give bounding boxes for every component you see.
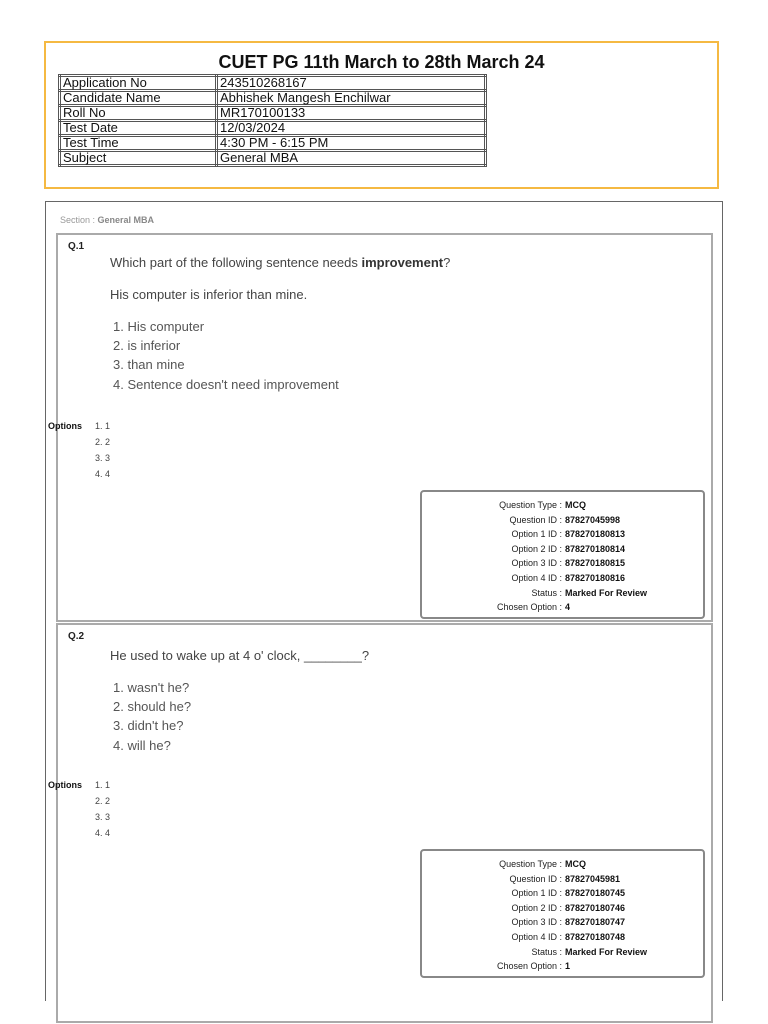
info-key: Roll No bbox=[60, 106, 217, 121]
meta-key: Option 1 ID : bbox=[511, 888, 562, 899]
option-item: 2. 2 bbox=[95, 796, 111, 806]
meta-value: MCQ bbox=[565, 500, 586, 510]
meta-row bbox=[422, 586, 703, 601]
info-key: Test Time bbox=[60, 136, 217, 151]
info-row bbox=[60, 136, 486, 151]
candidate-info-table bbox=[58, 74, 487, 167]
meta-row bbox=[422, 556, 703, 571]
meta-row bbox=[422, 886, 703, 901]
question-sentence: His computer is inferior than mine. bbox=[110, 287, 308, 302]
info-row bbox=[60, 121, 486, 136]
meta-key: Option 4 ID : bbox=[511, 572, 562, 583]
choice-item: 4. will he? bbox=[113, 738, 171, 753]
meta-row bbox=[422, 945, 703, 960]
meta-key: Option 4 ID : bbox=[511, 931, 562, 942]
meta-value: 878270180816 bbox=[565, 572, 626, 583]
meta-row bbox=[422, 527, 703, 542]
meta-value: Marked For Review bbox=[565, 587, 648, 598]
meta-value: 87827045998 bbox=[565, 514, 621, 525]
meta-value: MCQ bbox=[565, 859, 586, 869]
meta-row bbox=[422, 857, 703, 872]
option-item: 2. 2 bbox=[95, 437, 111, 447]
meta-row bbox=[422, 872, 703, 887]
meta-key: Status : bbox=[531, 587, 562, 598]
choice-item: 2. should he? bbox=[113, 699, 192, 714]
options-label: Options bbox=[48, 421, 82, 431]
choice-item: 3. than mine bbox=[113, 357, 185, 372]
info-row bbox=[60, 151, 486, 166]
meta-row bbox=[422, 959, 703, 974]
meta-value: 87827045981 bbox=[565, 873, 621, 884]
meta-value: 1 bbox=[565, 961, 571, 972]
meta-row bbox=[422, 915, 703, 930]
info-key: Application No bbox=[60, 76, 217, 91]
section-name: General MBA bbox=[97, 215, 155, 225]
meta-row bbox=[422, 901, 703, 916]
meta-key: Option 2 ID : bbox=[511, 902, 562, 913]
info-value: 4:30 PM - 6:15 PM bbox=[217, 136, 486, 151]
meta-row bbox=[422, 571, 703, 586]
info-value: General MBA bbox=[217, 151, 486, 166]
choice-item: 3. didn't he? bbox=[113, 718, 184, 733]
meta-key: Option 2 ID : bbox=[511, 543, 562, 554]
question-text-emphasis: improvement bbox=[361, 255, 444, 270]
meta-key: Option 1 ID : bbox=[511, 529, 562, 540]
info-value: MR170100133 bbox=[217, 106, 486, 121]
info-value: Abhishek Mangesh Enchilwar bbox=[217, 91, 486, 106]
question-meta-box bbox=[420, 490, 705, 619]
meta-key: Question Type : bbox=[499, 500, 562, 510]
info-key: Subject bbox=[60, 151, 217, 166]
option-item: 3. 3 bbox=[95, 453, 111, 463]
meta-value: Marked For Review bbox=[565, 946, 648, 957]
meta-key: Chosen Option : bbox=[496, 602, 562, 613]
meta-key: Option 3 ID : bbox=[511, 558, 562, 569]
info-value: 243510268167 bbox=[217, 76, 486, 91]
section-prefix: Section : bbox=[60, 215, 98, 225]
meta-value: 878270180813 bbox=[565, 529, 626, 540]
info-row bbox=[60, 91, 486, 106]
info-row bbox=[60, 76, 486, 91]
meta-key: Chosen Option : bbox=[496, 961, 562, 972]
meta-value: 878270180745 bbox=[565, 888, 626, 899]
meta-key: Question ID : bbox=[509, 514, 562, 525]
meta-key: Option 3 ID : bbox=[511, 917, 562, 928]
meta-key: Question Type : bbox=[499, 859, 562, 869]
option-item: 4. 4 bbox=[95, 469, 111, 479]
meta-row bbox=[422, 513, 703, 528]
meta-value: 878270180747 bbox=[565, 917, 626, 928]
question-number: Q.1 bbox=[68, 241, 85, 252]
option-item: 1. 1 bbox=[95, 421, 111, 431]
meta-row bbox=[422, 498, 703, 513]
info-key: Test Date bbox=[60, 121, 217, 136]
option-item: 3. 3 bbox=[95, 812, 111, 822]
meta-value: 878270180815 bbox=[565, 558, 626, 569]
meta-value: 878270180746 bbox=[565, 902, 626, 913]
page-title: CUET PG 11th March to 28th March 24 bbox=[218, 52, 545, 72]
meta-key: Question ID : bbox=[509, 873, 562, 884]
candidate-info-panel bbox=[44, 41, 719, 189]
meta-value: 878270180814 bbox=[565, 543, 626, 554]
question-text bbox=[110, 255, 450, 270]
section-label bbox=[60, 215, 154, 225]
meta-row bbox=[422, 600, 703, 615]
info-row bbox=[60, 106, 486, 121]
options-label: Options bbox=[48, 780, 82, 790]
choice-item: 2. is inferior bbox=[113, 338, 181, 353]
question-text-part: ? bbox=[443, 255, 451, 270]
question-card bbox=[48, 623, 713, 1023]
option-item: 4. 4 bbox=[95, 828, 111, 838]
meta-row bbox=[422, 542, 703, 557]
question-text-part: Which part of the following sentence needs bbox=[110, 255, 362, 270]
question-card bbox=[48, 233, 713, 622]
choice-item: 1. wasn't he? bbox=[113, 680, 190, 695]
meta-row bbox=[422, 930, 703, 945]
choice-item: 4. Sentence doesn't need improvement bbox=[113, 377, 339, 392]
section-container bbox=[45, 201, 723, 1001]
info-value: 12/03/2024 bbox=[217, 121, 486, 136]
meta-key: Status : bbox=[531, 946, 562, 957]
choice-item: 1. His computer bbox=[113, 319, 205, 334]
option-item: 1. 1 bbox=[95, 780, 111, 790]
question-text: He used to wake up at 4 o' clock, ________? bbox=[110, 648, 370, 663]
question-number: Q.2 bbox=[68, 631, 85, 642]
info-key: Candidate Name bbox=[60, 91, 217, 106]
meta-value: 4 bbox=[565, 602, 571, 613]
question-meta-box bbox=[420, 849, 705, 978]
meta-value: 878270180748 bbox=[565, 931, 626, 942]
